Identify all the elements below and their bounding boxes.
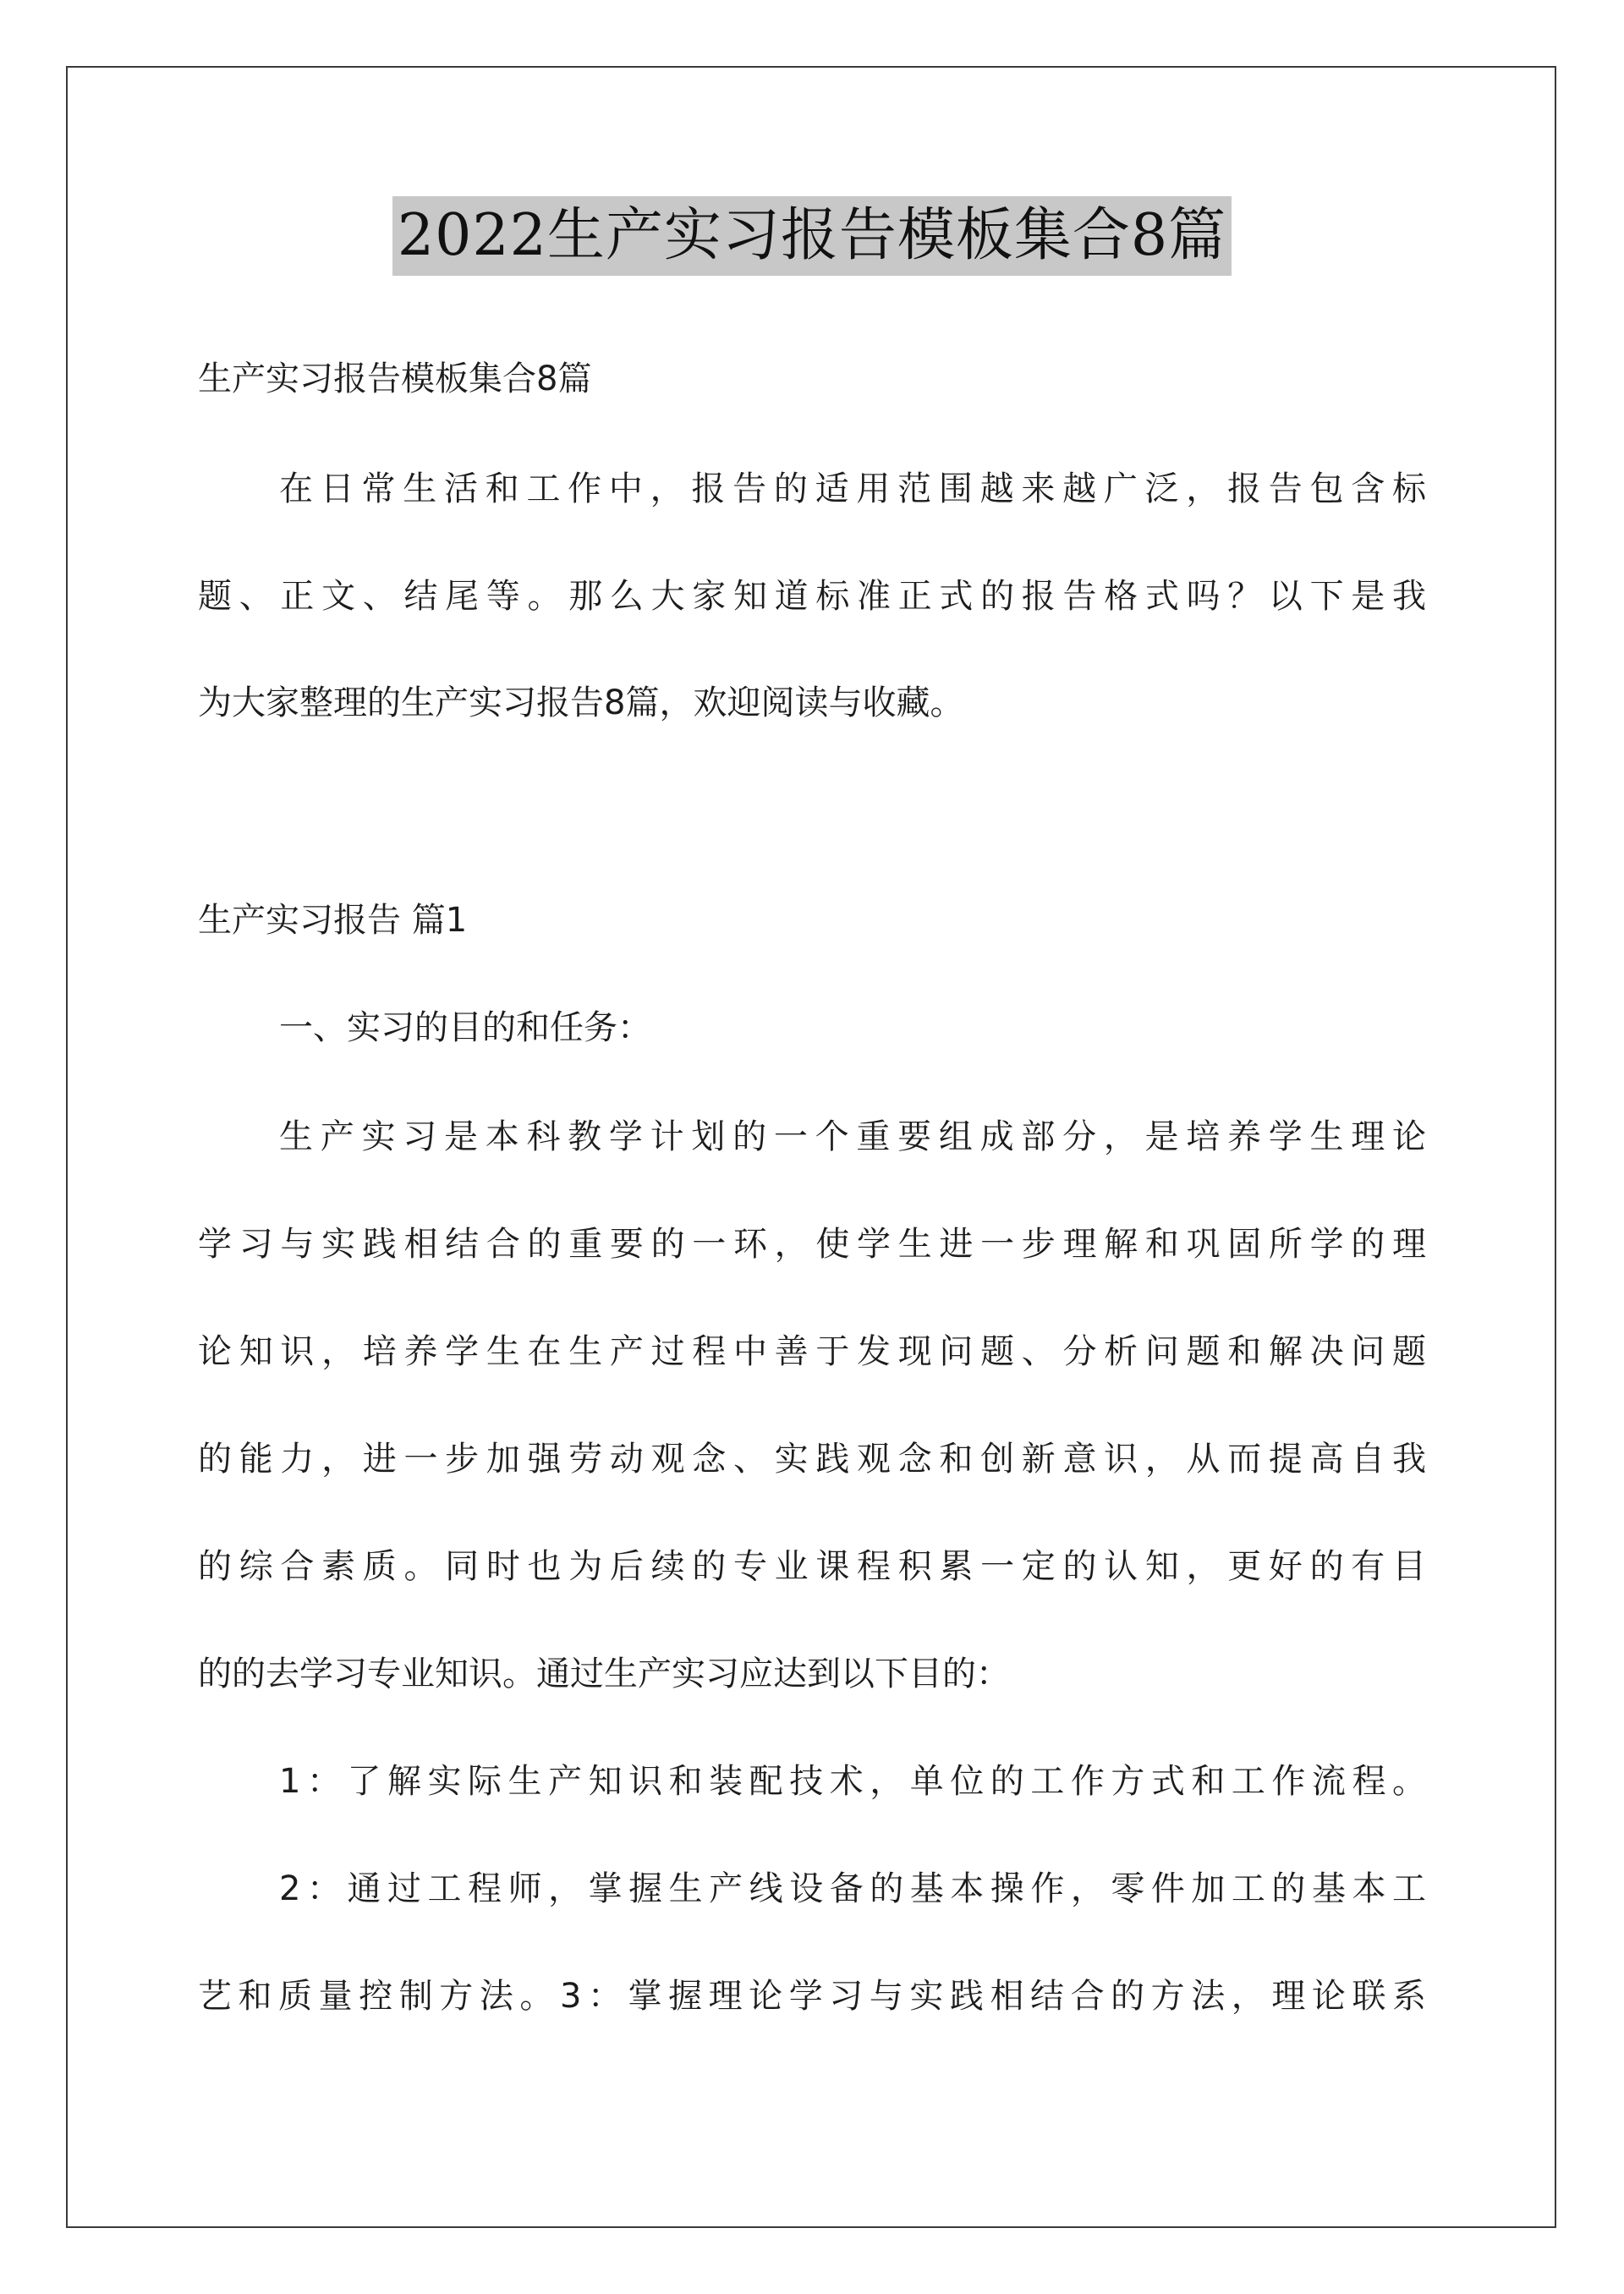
- body-line-2: 学习与实践相结合的重要的一环，使学生进一步理解和巩固所学的理: [198, 1225, 1426, 1264]
- section-heading: 生产实习报告 篇1: [198, 901, 468, 940]
- document-subtitle: 生产实习报告模板集合8篇: [198, 359, 592, 398]
- body-line-3: 论知识，培养学生在生产过程中善于发现问题、分析问题和解决问题: [198, 1332, 1426, 1371]
- list-item-2-line-1: 2：通过工程师，掌握生产线设备的基本操作，零件加工的基本工: [279, 1869, 1426, 1908]
- body-line-5: 的综合素质。同时也为后续的专业课程积累一定的认知，更好的有目: [198, 1547, 1426, 1586]
- intro-line-2: 题、正文、结尾等。那么大家知道标准正式的报告格式吗？以下是我: [198, 577, 1426, 616]
- section-subheading: 一、实习的目的和任务：: [279, 1008, 651, 1047]
- list-item-2-line-2: 艺和质量控制方法。3：掌握理论学习与实践相结合的方法，理论联系: [198, 1977, 1426, 2016]
- body-line-1: 生产实习是本科教学计划的一个重要组成部分，是培养学生理论: [279, 1117, 1426, 1156]
- document-title: 2022生产实习报告模板集合8篇: [392, 196, 1232, 276]
- title-container: [0, 196, 1624, 276]
- list-item-1: 1：了解实际生产知识和装配技术，单位的工作方式和工作流程。: [279, 1762, 1426, 1801]
- intro-line-3: 为大家整理的生产实习报告8篇，欢迎阅读与收藏。: [198, 683, 964, 722]
- body-line-6: 的的去学习专业知识。通过生产实习应达到以下目的：: [198, 1655, 1010, 1693]
- intro-line-1: 在日常生活和工作中，报告的适用范围越来越广泛，报告包含标: [279, 469, 1426, 508]
- body-line-4: 的能力，进一步加强劳动观念、实践观念和创新意识，从而提高自我: [198, 1440, 1426, 1479]
